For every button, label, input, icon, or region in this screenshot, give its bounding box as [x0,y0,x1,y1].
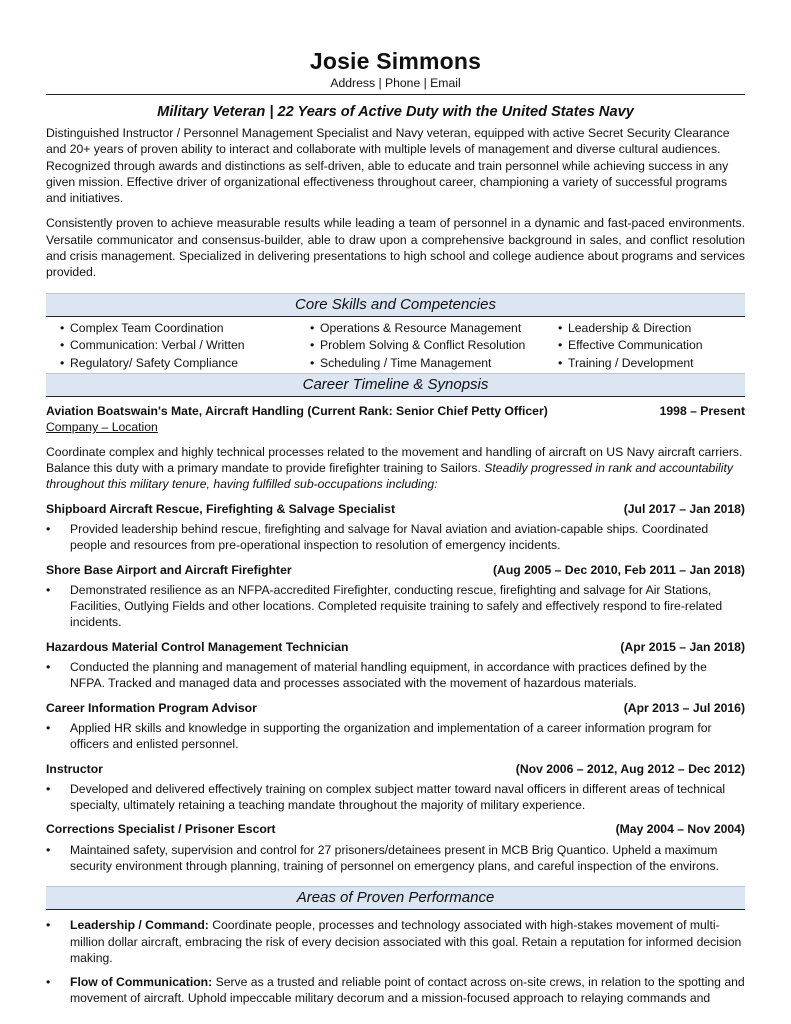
candidate-name: Josie Simmons [309,48,482,74]
job-title: Career Information Program Advisor [46,700,257,715]
job-bullet-text: Demonstrated resilience as an NFPA-accredited Firefighter, conducting rescue, firefighting and salvage for Air Stations, Facilities, Outlying Fields and other locations. Completed requisite training to safely and effectively respond to fire-related incidents. [70,582,723,630]
skill-item: • Effective Communication [544,337,744,355]
skill-item: • Scheduling / Time Management [296,355,544,373]
skill-item: • Complex Team Coordination [46,320,296,338]
performance-item [46,974,745,1007]
job-title: Shore Base Airport and Aircraft Firefighter [46,562,292,577]
performance-text: Coordinate people, processes and technology associated with high-stakes movement of multi-million dollar aircraft, embracing the risk of every decision associated with this goal. Retain a reputation for informed decision making. [70,918,742,965]
bullet-icon: • [46,582,51,597]
role-dates: 1998 – Present [659,404,745,419]
bullet-icon: • [46,975,51,990]
job-dates: (Apr 2013 – Jul 2016) [623,700,745,715]
performance-text: Serve as a trusted and reliable point of contact across on-site crews, in relation to the spotting and movement of aircraft. Uphold impeccable military decorum and a mission-focused approach to relaying commands and [70,975,745,1006]
job-bullet [46,659,745,692]
job-bullet [46,842,745,875]
role-header [46,403,745,419]
skills-column-3 [544,320,744,373]
bullet-icon: • [46,521,51,536]
bullet-icon: • [46,720,51,735]
summary-paragraph-1: Distinguished Instructor / Personnel Management Specialist and Navy veteran, equipped with active Secret Security Clearance and 20+ years of proven ability to interact and collaborate with multiple levels of management and diverse cultural audiences. Recognized through awards and distinctions as self-driven, able to educate and train personnel while achieving success in any given mission. Effective driver of organizational effectiveness throughout career, championing a variety of successful programs and initiatives. [46,126,730,206]
skills-section-heading: Core Skills and Competencies [46,293,745,317]
skill-item: • Problem Solving & Conflict Resolution [296,337,544,355]
job-header [46,700,745,716]
header-divider [46,94,745,95]
career-section-heading: Career Timeline & Synopsis [46,373,745,397]
performance-section-heading: Areas of Proven Performance [46,886,745,910]
role-title: Aviation Boatswain's Mate, Aircraft Handling (Current Rank: Senior Chief Petty Officer) [46,404,548,419]
skill-item: • Training / Development [544,355,744,373]
skill-item: • Regulatory/ Safety Compliance [46,355,296,373]
summary-paragraph-2: Consistently proven to achieve measurable results while leading a team of personnel in a dynamic and fast-paced environments. Versatile communicator and consensus-builder, able to draw upon a comprehensive background in sales, and conflict resolution and crisis management. Specialized in delivering presentations to high school and college audience about programs and services provided. [46,216,745,280]
job-dates: (May 2004 – Nov 2004) [615,822,745,837]
headline: Military Veteran | 22 Years of Active Duty with the United States Navy [157,104,634,120]
job-dates: (Nov 2006 – 2012, Aug 2012 – Dec 2012) [515,761,745,776]
job-header [46,639,745,655]
job-dates: (Jul 2017 – Jan 2018) [623,501,745,516]
skills-grid [46,320,745,373]
job-dates: (Aug 2005 – Dec 2010, Feb 2011 – Jan 2018) [492,562,745,577]
performance-label: Leadership / Command: [70,918,209,933]
role-overview-italic: Steadily progressed in rank and accountability throughout this military tenure, having fulfilled sub-occupations including: [46,461,733,492]
job-bullet-text: Conducted the planning and management of material handling equipment, in accordance with practices defined by the NFPA. Tracked and managed data and processes associated with the movement of hazardous materials. [70,660,707,691]
skill-item: • Operations & Resource Management [296,320,544,338]
job-title: Shipboard Aircraft Rescue, Firefighting & Salvage Specialist [46,501,396,516]
job-header [46,562,745,578]
job-header [46,761,745,777]
job-bullet-text: Applied HR skills and knowledge in supporting the organization and implementation of a career information program for officers and enlisted personnel. [70,720,712,752]
job-title: Hazardous Material Control Management Technician [46,639,349,654]
role-overview [46,444,745,493]
role-overview-text: Coordinate complex and highly technical processes related to the movement and handling of aircraft on US Navy aircraft carriers. Balance this duty with a primary mandate to provide firefighter training to Sailors. [46,444,743,476]
performance-item [46,917,745,966]
job-bullet-text: Developed and delivered effectively training on complex subject matter toward naval officers in different areas of technical specialty, ultimately retaining a teaching mandate throughout the majority of military experience. [70,781,726,813]
job-header [46,501,745,517]
performance-label: Flow of Communication: [70,975,213,990]
job-bullet-text: Maintained safety, supervision and control for 27 prisoners/detainees present in MCB Brig Quantico. Upheld a maximum security environment through planning, training of personnel on emergency plans, and careful inspection of the environs. [70,842,720,873]
job-title: Corrections Specialist / Prisoner Escort [46,822,276,837]
job-bullet-text: Provided leadership behind rescue, firefighting and salvage for Naval aviation and aviation-capable ships. Coordinated people and resources from pre-operational inspection to resolution of emergency incidents. [70,521,709,553]
job-dates: (Apr 2015 – Jan 2018) [620,639,745,654]
skill-item: • Leadership & Direction [544,320,744,338]
job-bullet [46,582,745,631]
job-header [46,821,745,837]
company-location: Company – Location [46,420,158,435]
contact-line: Address | Phone | Email [330,76,461,90]
skill-item: • Communication: Verbal / Written [46,337,296,355]
job-bullet [46,720,745,753]
bullet-icon: • [46,842,51,857]
job-bullet [46,781,745,814]
job-bullet [46,521,745,554]
skills-column-2 [296,320,544,373]
bullet-icon: • [46,781,51,796]
bullet-icon: • [46,918,51,933]
bullet-icon: • [46,660,51,675]
job-title: Instructor [46,761,103,776]
skills-column-1 [46,320,296,373]
